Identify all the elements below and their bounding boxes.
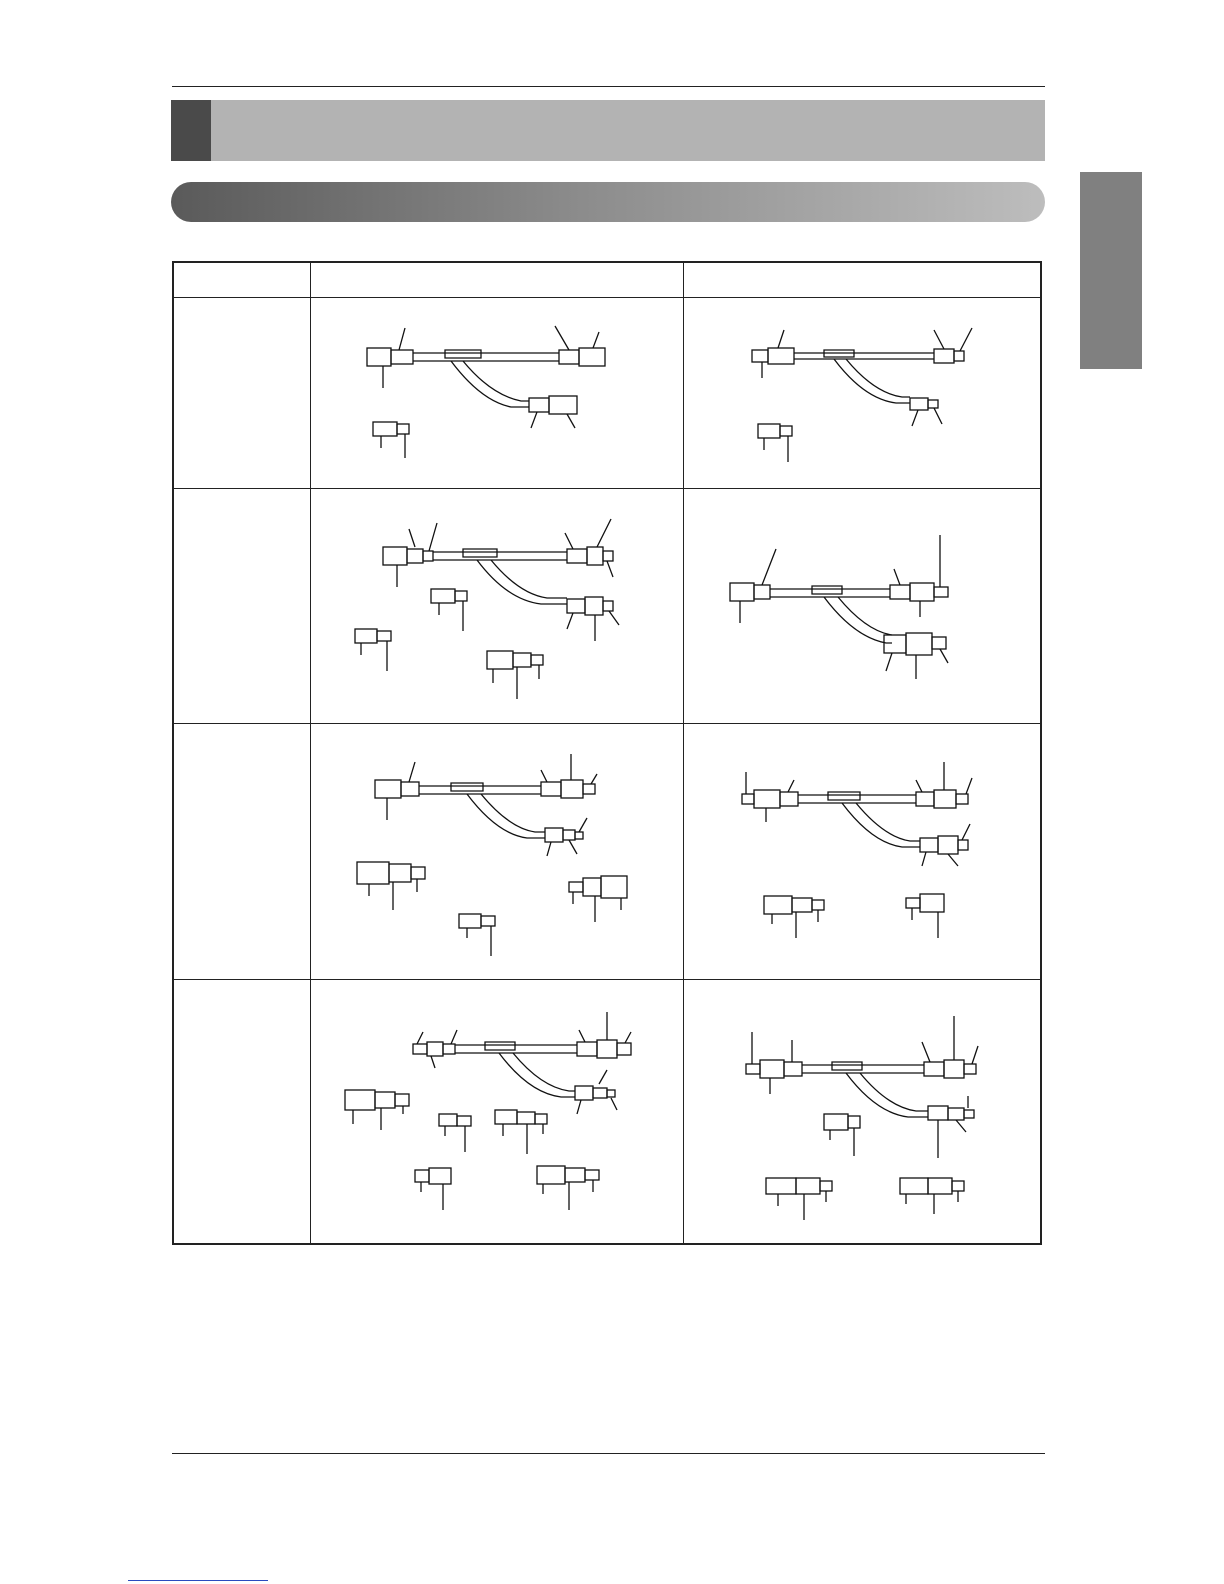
row-label: [173, 489, 311, 724]
table-row: [173, 980, 1041, 1245]
y-branch-gas-diagram: [311, 298, 684, 489]
header-cell-liquid: [684, 262, 1042, 298]
y-branch-liquid-diagram: [684, 724, 1042, 980]
y-branch-liquid-diagram: [684, 298, 1042, 489]
chapter-marker: [171, 100, 211, 161]
y-branch-gas-diagram: [311, 489, 684, 724]
table-row: [173, 489, 1041, 724]
row-label: [173, 724, 311, 980]
y-branch-table: [172, 261, 1042, 1245]
section-heading-bar: [171, 182, 1045, 222]
y-branch-gas-diagram: [311, 724, 684, 980]
footnote-link-underline[interactable]: [128, 1580, 268, 1581]
y-branch-liquid-diagram: [684, 489, 1042, 724]
table-row: [173, 724, 1041, 980]
chapter-title-bar: [171, 100, 1045, 161]
table-row: [173, 298, 1041, 489]
header-cell-gas: [311, 262, 684, 298]
footer-rule: [172, 1453, 1045, 1454]
row-label: [173, 980, 311, 1245]
chapter-side-tab: [1080, 172, 1142, 369]
row-label: [173, 298, 311, 489]
y-branch-liquid-diagram: [684, 980, 1042, 1245]
top-rule: [172, 86, 1045, 87]
y-branch-gas-diagram: [311, 980, 684, 1245]
table-header-row: [173, 262, 1041, 298]
header-cell-model: [173, 262, 311, 298]
